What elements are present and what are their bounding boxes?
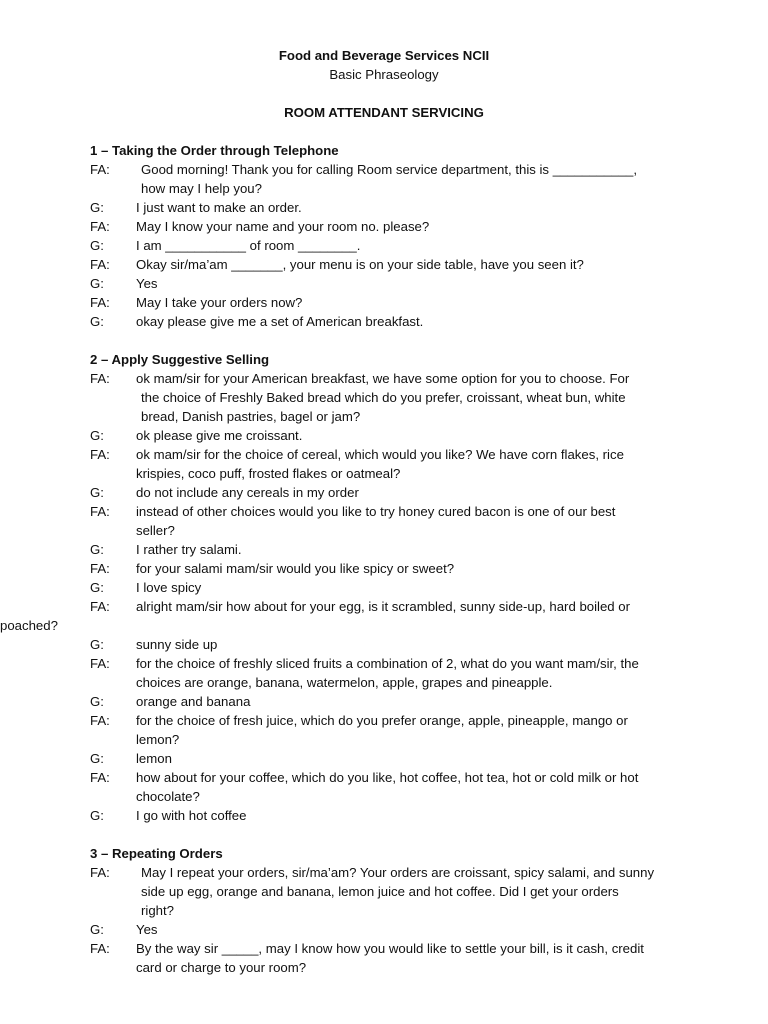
dialogue-continuation-text: the choice of Freshly Baked bread which do you prefer, croissant, wheat bun, white <box>141 390 626 405</box>
dialogue-text: Okay sir/ma’am _______, your menu is on your side table, have you seen it? <box>136 257 584 272</box>
speaker-label: G: <box>90 922 104 937</box>
dialogue-text: do not include any cereals in my order <box>136 485 359 500</box>
dialogue-line <box>90 637 710 656</box>
section-heading: 3 – Repeating Orders <box>90 846 223 861</box>
section-heading: 1 – Taking the Order through Telephone <box>90 143 339 158</box>
dialogue-line <box>90 371 710 390</box>
dialogue-line <box>90 485 710 504</box>
speaker-label: G: <box>90 200 104 215</box>
dialogue-text: Yes <box>136 276 158 291</box>
dialogue-text: sunny side up <box>136 637 218 652</box>
dialogue-line <box>90 599 710 618</box>
dialogue-text: how about for your coffee, which do you like, hot coffee, hot tea, hot or cold milk or hot <box>136 770 639 785</box>
dialogue-continuation-text: choices are orange, banana, watermelon, apple, grapes and pineapple. <box>136 675 553 690</box>
dialogue-line <box>90 200 710 219</box>
speaker-label: FA: <box>90 295 110 310</box>
dialogue-text: orange and banana <box>136 694 251 709</box>
dialogue-line <box>90 694 710 713</box>
speaker-label: G: <box>90 808 104 823</box>
dialogue-text: May I repeat your orders, sir/ma’am? Your orders are croissant, spicy salami, and sunny <box>141 865 655 880</box>
dialogue-continuation-text: seller? <box>136 523 175 538</box>
dialogue-line <box>90 295 710 314</box>
dialogue-text: Yes <box>136 922 158 937</box>
speaker-label: G: <box>90 238 104 253</box>
dialogue-line <box>90 390 710 409</box>
dialogue-text: ok mam/sir for the choice of cereal, which would you like? We have corn flakes, rice <box>136 447 624 462</box>
dialogue-line <box>90 808 710 827</box>
dialogue-line <box>90 960 710 979</box>
speaker-label: FA: <box>90 447 110 462</box>
speaker-label: G: <box>90 428 104 443</box>
speaker-label: G: <box>90 751 104 766</box>
dialogue-line <box>90 162 710 181</box>
dialogue-continuation-text: lemon? <box>136 732 180 747</box>
dialogue-text: Good morning! Thank you for calling Room service department, this is ___________, <box>141 162 638 177</box>
dialogue-continuation-text: how may I help you? <box>141 181 262 196</box>
speaker-label: FA: <box>90 941 110 956</box>
dialogue-line <box>90 257 710 276</box>
dialogue-line <box>90 219 710 238</box>
dialogue-text: May I know your name and your room no. please? <box>136 219 430 234</box>
dialogue-text: I go with hot coffee <box>136 808 247 823</box>
speaker-label: FA: <box>90 770 110 785</box>
speaker-label: G: <box>90 637 104 652</box>
dialogue-line <box>90 789 710 808</box>
dialogue-text: ok mam/sir for your American breakfast, we have some option for you to choose. For <box>136 371 630 386</box>
dialogue-text: I just want to make an order. <box>136 200 302 215</box>
dialogue-line <box>90 428 710 447</box>
dialogue-line <box>0 618 710 637</box>
dialogue-continuation-text: side up egg, orange and banana, lemon juice and hot coffee. Did I get your orders <box>141 884 619 899</box>
dialogue-line <box>90 276 710 295</box>
section-title: ROOM ATTENDANT SERVICING <box>284 105 484 120</box>
section-heading: 2 – Apply Suggestive Selling <box>90 352 270 367</box>
dialogue-continuation-text: krispies, coco puff, frosted flakes or oatmeal? <box>136 466 401 481</box>
dialogue-line <box>90 732 710 751</box>
dialogue-text: I love spicy <box>136 580 202 595</box>
dialogue-line <box>90 922 710 941</box>
dialogue-text: alright mam/sir how about for your egg, is it scrambled, sunny side-up, hard boiled or <box>136 599 631 614</box>
speaker-label: FA: <box>90 599 110 614</box>
speaker-label: FA: <box>90 865 110 880</box>
dialogue-text: I am ___________ of room ________. <box>136 238 361 253</box>
dialogue-continuation-text: poached? <box>0 618 58 633</box>
dialogue-line <box>90 656 710 675</box>
dialogue-continuation-text: bread, Danish pastries, bagel or jam? <box>141 409 361 424</box>
speaker-label: FA: <box>90 656 110 671</box>
dialogue-text: ok please give me croissant. <box>136 428 303 443</box>
dialogue-line <box>90 561 710 580</box>
dialogue-continuation-text: card or charge to your room? <box>136 960 307 975</box>
speaker-label: FA: <box>90 257 110 272</box>
speaker-label: G: <box>90 580 104 595</box>
dialogue-line <box>90 770 710 789</box>
document-title: Food and Beverage Services NCII <box>278 48 490 63</box>
dialogue-text: May I take your orders now? <box>136 295 303 310</box>
speaker-label: FA: <box>90 371 110 386</box>
dialogue-line <box>90 903 710 922</box>
dialogue-line <box>90 941 710 960</box>
speaker-label: G: <box>90 542 104 557</box>
dialogue-line <box>90 542 710 561</box>
dialogue-text: for the choice of freshly sliced fruits a combination of 2, what do you want mam/sir, the <box>136 656 639 671</box>
dialogue-text: lemon <box>136 751 172 766</box>
speaker-label: FA: <box>90 504 110 519</box>
dialogue-line <box>90 181 710 200</box>
dialogue-line <box>90 466 710 485</box>
dialogue-line <box>90 447 710 466</box>
speaker-label: G: <box>90 485 104 500</box>
dialogue-text: okay please give me a set of American breakfast. <box>136 314 424 329</box>
speaker-label: G: <box>90 694 104 709</box>
dialogue-line <box>90 751 710 770</box>
dialogue-continuation-text: chocolate? <box>136 789 200 804</box>
dialogue-text: for your salami mam/sir would you like spicy or sweet? <box>136 561 455 576</box>
dialogue-line <box>90 713 710 732</box>
speaker-label: FA: <box>90 561 110 576</box>
dialogue-line <box>90 409 710 428</box>
dialogue-continuation-text: right? <box>141 903 174 918</box>
speaker-label: G: <box>90 314 104 329</box>
dialogue-text: instead of other choices would you like to try honey cured bacon is one of our best <box>136 504 616 519</box>
dialogue-line <box>90 580 710 599</box>
dialogue-text: I rather try salami. <box>136 542 242 557</box>
document-subtitle: Basic Phraseology <box>329 67 439 82</box>
dialogue-line <box>90 884 710 903</box>
dialogue-line <box>90 523 710 542</box>
dialogue-line <box>90 238 710 257</box>
speaker-label: FA: <box>90 219 110 234</box>
dialogue-text: By the way sir _____, may I know how you would like to settle your bill, is it cash, credit <box>136 941 644 956</box>
dialogue-line <box>90 675 710 694</box>
dialogue-line <box>90 504 710 523</box>
dialogue-line <box>90 314 710 333</box>
dialogue-line <box>90 865 710 884</box>
speaker-label: FA: <box>90 713 110 728</box>
speaker-label: G: <box>90 276 104 291</box>
speaker-label: FA: <box>90 162 110 177</box>
dialogue-text: for the choice of fresh juice, which do you prefer orange, apple, pineapple, mango or <box>136 713 628 728</box>
